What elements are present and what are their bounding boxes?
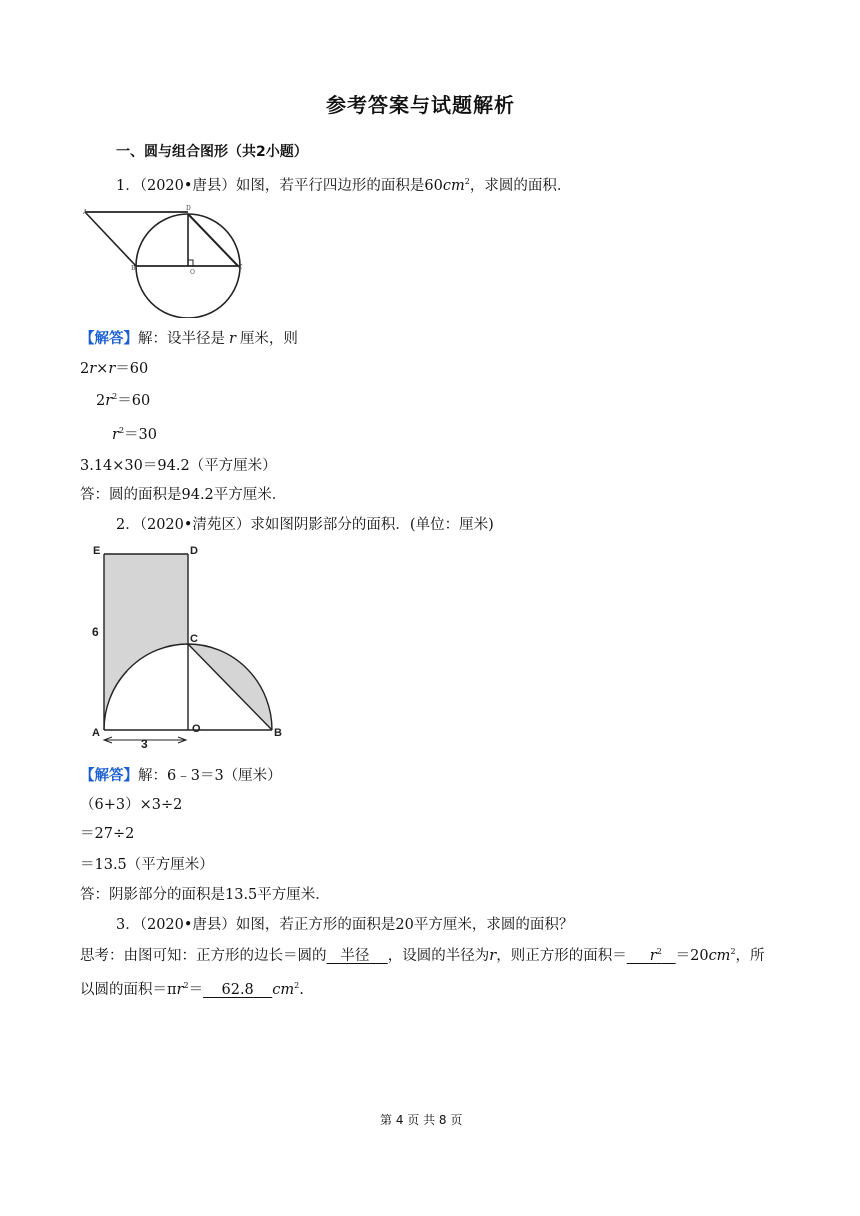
q1-stem: [116, 178, 571, 193]
q3-line2-c: .: [299, 981, 304, 998]
q1-edge-dc: [188, 214, 238, 266]
q2-step-3: ＝27÷2: [80, 826, 135, 842]
q2-answer-1: [80, 769, 282, 784]
q2-label-o: O: [192, 723, 201, 735]
q3-think-b: ，设圆的半径为: [387, 947, 490, 964]
q2-label-c: C: [190, 633, 198, 645]
q3-blank-area: [203, 982, 272, 998]
q3-blank-sup: 2: [656, 947, 662, 956]
q3-line2-a: 以圆的面积＝π: [80, 981, 177, 998]
q1-answer-lead-end: 厘米，则: [239, 331, 298, 347]
q1-label-b: B: [131, 265, 136, 272]
q3-stem: 3．（2020•唐县）如图，若正方形的面积是20平方厘米，求圆的面积？: [116, 917, 574, 933]
q1-edge-ab: [85, 212, 136, 266]
q1-answer-lead: 解：设半径是: [138, 331, 225, 347]
q1-step-1-r2: r: [108, 361, 116, 377]
q1-step-2-sup: 2: [112, 392, 118, 401]
page-title: 参考答案与试题解析: [326, 93, 515, 117]
q1-step-2b: ＝60: [117, 392, 151, 409]
q2-figure: [88, 542, 294, 750]
q2-step-2: （6+3）×3÷2: [80, 797, 183, 813]
q1-stem-text: 1．（2020•唐县）如图，若平行四边形的面积是60: [116, 177, 443, 194]
q2-shaded-left: [104, 644, 188, 730]
q3-unit-sup: 2: [730, 947, 736, 956]
q1-var-r: r: [229, 331, 236, 347]
q3-var-r: r: [489, 947, 497, 964]
q2-step-1: 解：6﹣3＝3（厘米）: [138, 768, 282, 784]
q1-label-a: A: [83, 209, 88, 216]
q3-line2-b: ＝: [188, 981, 204, 998]
q3-think-e: ，所: [735, 947, 765, 964]
q3-think-c: ，则正方形的面积＝: [496, 947, 627, 964]
q3-think-line1: [80, 948, 765, 963]
q1-label-c: C: [238, 264, 243, 271]
q1-step-3-r: r: [112, 426, 119, 443]
q2-label-b: B: [274, 727, 282, 739]
q1-step-3-sup: 2: [118, 426, 125, 435]
q2-label-three: 3: [141, 737, 148, 750]
q1-label-d: D: [186, 205, 191, 212]
q3-line2-unit: cm: [272, 981, 295, 998]
q2-label-a: A: [92, 727, 100, 739]
q1-unit-sup: 2: [464, 177, 470, 186]
q3-think-line2: [80, 982, 304, 997]
q1-step-2: [96, 393, 150, 408]
page-footer: 第 4 页 共 8 页: [380, 1113, 463, 1127]
q3-think-d: ＝20: [675, 947, 709, 964]
q1-answer-tag: 【解答】: [80, 331, 138, 347]
q1-step-2a: 2: [96, 392, 106, 409]
section-heading: 一、圆与组合图形（共2小题）: [116, 144, 308, 160]
q2-conclusion: 答：阴影部分的面积是13.5平方厘米．: [80, 887, 330, 903]
q3-blank-rsq: [627, 948, 676, 964]
q3-blank-r: r: [649, 947, 657, 964]
q3-blank-radius: [327, 948, 388, 964]
q3-blank-area-text: 62.8: [221, 981, 254, 998]
q3-line2-sup: 2: [183, 981, 189, 990]
q1-answer-intro: [80, 332, 298, 347]
q1-step-2-r: r: [105, 392, 113, 409]
q2-label-e: E: [93, 545, 101, 557]
q2-shaded-rect: [104, 554, 188, 644]
q2-stem: 2．（2020•清苑区）求如图阴影部分的面积．(单位：厘米): [116, 517, 494, 533]
q2-answer-tag: 【解答】: [80, 768, 138, 784]
q1-step-1c: ＝60: [115, 361, 149, 377]
q2-step-4: ＝13.5（平方厘米）: [80, 857, 214, 873]
q3-line2-r: r: [176, 981, 184, 998]
q3-think-a: 思考：由图可知：正方形的边长＝圆的: [80, 947, 327, 964]
q1-label-o: O: [190, 269, 195, 276]
q1-step-1b: ×: [96, 361, 109, 377]
q1-step-4: 3.14×30＝94.2（平方厘米）: [80, 458, 277, 474]
q3-unit: cm: [708, 947, 731, 964]
q1-step-1a: 2: [80, 361, 90, 377]
q3-line2-unit-sup: 2: [294, 981, 300, 990]
q1-step-3b: ＝30: [124, 426, 157, 443]
q1-step-3: [112, 427, 157, 442]
q1-figure: [80, 200, 250, 318]
q2-label-d: D: [190, 545, 198, 557]
q1-step-1: [80, 362, 148, 377]
q3-blank-radius-text: 半径: [340, 947, 370, 964]
q1-conclusion: 答：圆的面积是94.2平方厘米．: [80, 487, 287, 503]
q1-stem-end: ，求圆的面积．: [469, 177, 572, 194]
q1-step-1-r: r: [89, 361, 97, 377]
q2-label-six: 6: [92, 625, 99, 639]
q1-unit: cm: [442, 177, 465, 194]
